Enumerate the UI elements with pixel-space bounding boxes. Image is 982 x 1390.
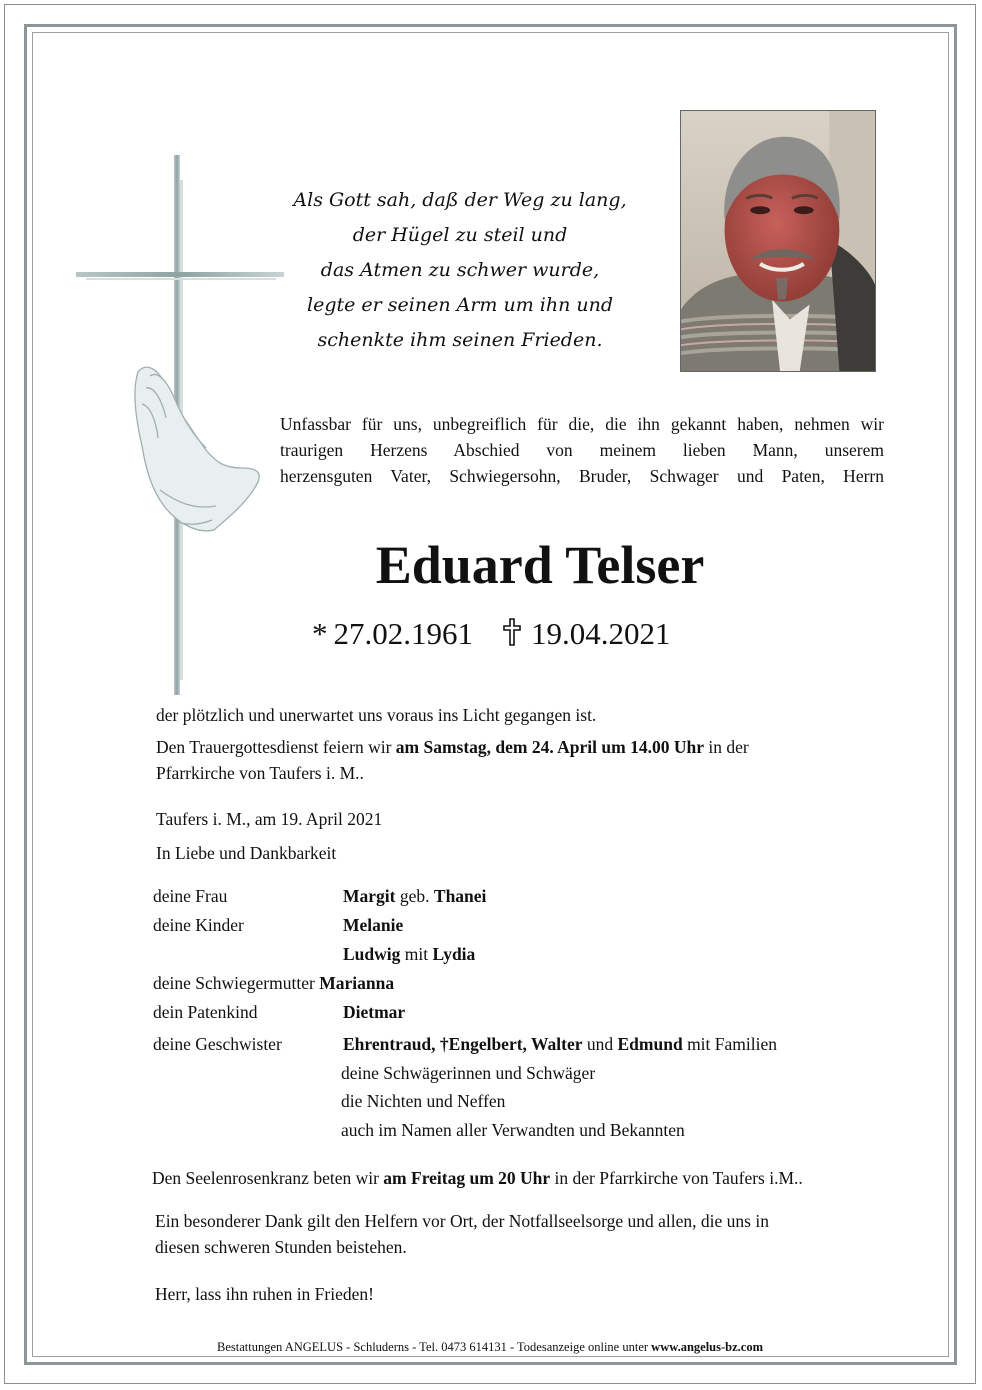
family-label: deine Frau [153,886,228,906]
poem-line: der Hügel zu steil und [352,224,568,246]
service-location: Pfarrkirche von Taufers i. M.. [156,763,364,783]
inlaws-line: deine Schwägerinnen und Schwäger [341,1063,596,1083]
family-row-children [153,912,403,938]
family-label: deine Geschwister [153,1034,282,1054]
rosary-pre: Den Seelenrosenkranz beten wir [152,1168,384,1188]
intro-paragraph [280,411,884,489]
closing-line: Herr, lass ihn ruhen in Frieden! [155,1284,374,1304]
life-dates [312,610,671,658]
family-label: dein Patenkind [153,1002,258,1022]
family-name: Margit [343,886,396,906]
thanks-line: Ein besonderer Dank gilt den Helfern vor Ort, der Notfallseelsorge und allen, die uns in [155,1211,769,1231]
family-partner: Lydia [432,944,476,964]
death-date: 19.04.2021 [531,616,671,651]
family-name: Dietmar [343,1002,406,1022]
family-mit: mit Familien [682,1034,777,1054]
death-cross-icon [503,618,521,646]
poem-line: Als Gott sah, daß der Weg zu lang, [293,189,627,211]
intro-line: herzensguten Vater, Schwiegersohn, Bruder, Schwager und Paten, Herrn [280,466,884,486]
relatives-line: auch im Namen aller Verwandten und Bekannten [341,1120,685,1140]
family-label: deine Schwiegermutter [153,973,315,993]
intro-line: traurigen Herzens Abschied von meinem lieben Mann, unserem [280,440,884,460]
service-time: am Samstag, dem 24. April um 14.00 Uhr [395,737,704,757]
family-name: Edmund [617,1034,683,1054]
cross-praying-hands-icon [66,150,296,710]
family-und: und [582,1034,618,1054]
passing-text: der plötzlich und unerwartet uns voraus ins Licht gegangen ist. [156,705,597,725]
family-name: Melanie [343,915,404,935]
birth-symbol: * [312,616,328,651]
rosary-line [152,1165,803,1191]
family-name: Ehrentraud, †Engelbert, Walter [343,1034,583,1054]
service-pre: Den Trauergottesdienst feiern wir [156,737,396,757]
poem-line: schenkte ihm seinen Frieden. [317,329,603,351]
footer-link[interactable]: www.angelus-bz.com [651,1340,763,1354]
family-row-child2 [153,941,475,967]
poem-verse [280,183,640,358]
service-line [156,734,749,760]
rosary-time: am Freitag um 20 Uhr [383,1168,551,1188]
family-row-wife [153,883,486,909]
family-name: Marianna [319,973,395,993]
family-mit: mit [400,944,433,964]
service-post: in der [703,737,749,757]
place-date: Taufers i. M., am 19. April 2021 [156,809,383,829]
family-geb: geb. [395,886,434,906]
family-row-siblings [153,1031,777,1057]
portrait-photo [680,110,876,372]
intro-line: Unfassbar für uns, unbegreiflich für die, die ihn gekannt haben, nehmen wir [280,414,884,434]
footer [34,1338,946,1356]
family-row-mother-in-law [153,970,394,996]
family-name: Ludwig [343,944,401,964]
thanks-line: diesen schweren Stunden beistehen. [155,1237,407,1257]
poem-line: das Atmen zu schwer wurde, [320,259,600,281]
nieces-line: die Nichten und Neffen [341,1091,506,1111]
family-row-godchild [153,999,405,1025]
birth-date: 27.02.1961 [333,616,473,651]
footer-text: Bestattungen ANGELUS - Schluderns - Tel. 0473 614131 - Todesanzeige online unter [217,1340,652,1354]
rosary-post: in der Pfarrkirche von Taufers i.M.. [550,1168,803,1188]
family-label: deine Kinder [153,915,244,935]
love-line: In Liebe und Dankbarkeit [156,843,337,863]
family-maiden-name: Thanei [433,886,487,906]
deceased-name: Eduard Telser [375,535,705,595]
poem-line: legte er seinen Arm um ihn und [307,294,613,316]
